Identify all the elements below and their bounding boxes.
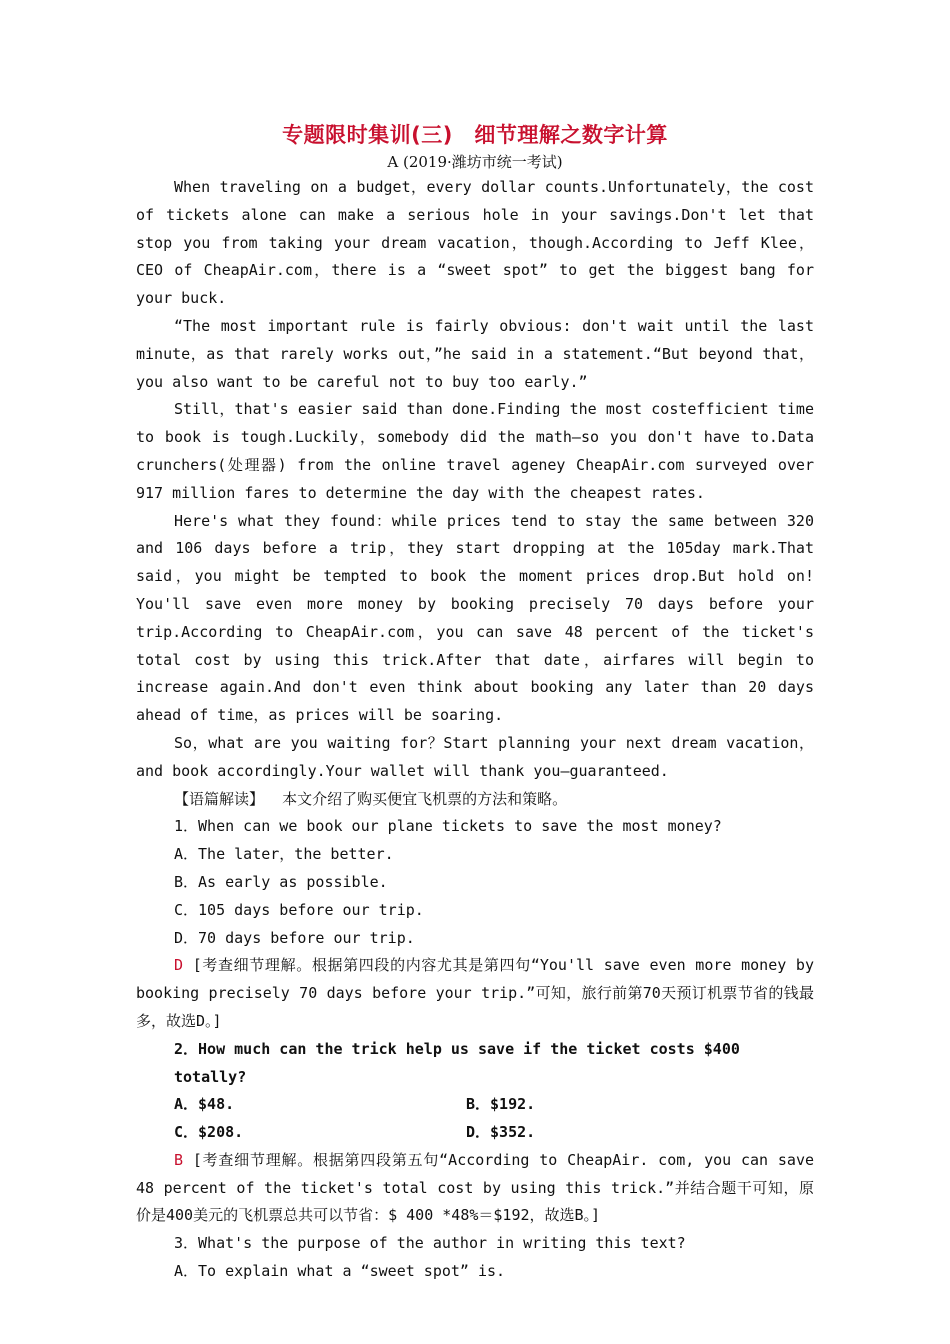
- question-1-option-d: D．70 days before our trip.: [174, 928, 415, 947]
- question-1-option-c: C．105 days before our trip.: [174, 900, 424, 919]
- passage-analysis: [136, 786, 814, 814]
- analysis-text: 本文介绍了购买便宜飞机票的方法和策略。: [282, 789, 568, 808]
- question-2-options-row-1: [136, 1091, 814, 1119]
- question-2-options-row-2: [136, 1119, 814, 1147]
- passage-paragraph-5: So，what are you waiting for？Start planning your next dream vacation，and book accordingly.Your wallet will thank you—guaranteed.: [136, 733, 814, 780]
- analysis-label: 【语篇解读】: [174, 789, 265, 808]
- question-3-stem: 3．What's the purpose of the author in writing this text?: [174, 1234, 686, 1253]
- question-1-option-b: B．As early as possible.: [174, 872, 388, 891]
- page-title: 专题限时集训(三) 细节理解之数字计算: [282, 123, 668, 147]
- question-3-option-a: A．To explain what a “sweet spot” is.: [174, 1262, 506, 1281]
- passage-paragraph-1: When traveling on a budget，every dollar counts.Unfortunately，the cost of tickets alone can make a serious hole in your savings.Don't let that stop you from taking your dream vacation，though.According to Jeff Klee，CEO of CheapAir.com，there is a “sweet spot” to get the biggest bang for your buck.: [136, 178, 814, 308]
- question-1-option-a: A．The later，the better.: [174, 845, 394, 864]
- question-2-stem: 2．How much can the trick help us save if the ticket costs $400 totally?: [174, 1039, 740, 1086]
- document-body: [136, 120, 814, 1286]
- question-1-answer: [136, 952, 814, 1035]
- question-2-explanation: [考查细节理解。根据第四段第五句“According to CheapAir. com, you can save 48 percent of the ticket's total cost by using this trick.”并结合题干可知，原价是400美元的飞机票总共可以节省：$ 400 *48%＝$192，故选B。]: [136, 1150, 815, 1225]
- page-subtitle: A (2019·潍坊市统一考试): [387, 153, 563, 171]
- passage-paragraph-2: “The most important rule is fairly obvious: don't wait until the last minute，as that rarely works out，”he said in a statement.“But beyond that，you also want to be careful not to buy too early.”: [136, 316, 814, 391]
- question-1-answer-letter: D: [174, 956, 184, 975]
- question-2-answer-letter: B: [174, 1150, 184, 1169]
- passage-paragraph-4: Here's what they found：while prices tend to stay the same between 320 and 106 days before a trip，they start dropping at the 105day mark.That said，you might be tempted to book the moment prices drop.But hold on! You'll save even more money by booking precisely 70 days before your trip.According to CheapAir.com，you can save 48 percent of the ticket's total cost by using this trick.After that date，airfares will begin to increase again.And don't even think about booking any later than 20 days ahead of time，as prices will be soaring.: [136, 511, 814, 725]
- question-2-answer: [136, 1147, 814, 1230]
- passage-paragraph-3: Still，that's easier said than done.Finding the most costefficient time to book is tough.Luckily，somebody did the math—so you don't have to.Data crunchers(处理器) from the online travel ageney CheapAir.com surveyed over 917 million fares to determine the day with the cheapest rates.: [136, 400, 814, 502]
- question-2-option-c: C．$208.: [174, 1123, 244, 1142]
- question-1-stem: 1．When can we book our plane tickets to save the most money?: [174, 817, 722, 836]
- question-2-option-d: D．$352.: [466, 1123, 536, 1142]
- question-1-explanation: [考查细节理解。根据第四段的内容尤其是第四句“You'll save even more money by booking precisely 70 days before your trip.”可知，旅行前第70天预订机票节省的钱最多，故选D。]: [136, 956, 814, 1030]
- question-2-option-b: B．$192.: [466, 1095, 536, 1114]
- question-2-option-a: A．$48.: [174, 1095, 235, 1114]
